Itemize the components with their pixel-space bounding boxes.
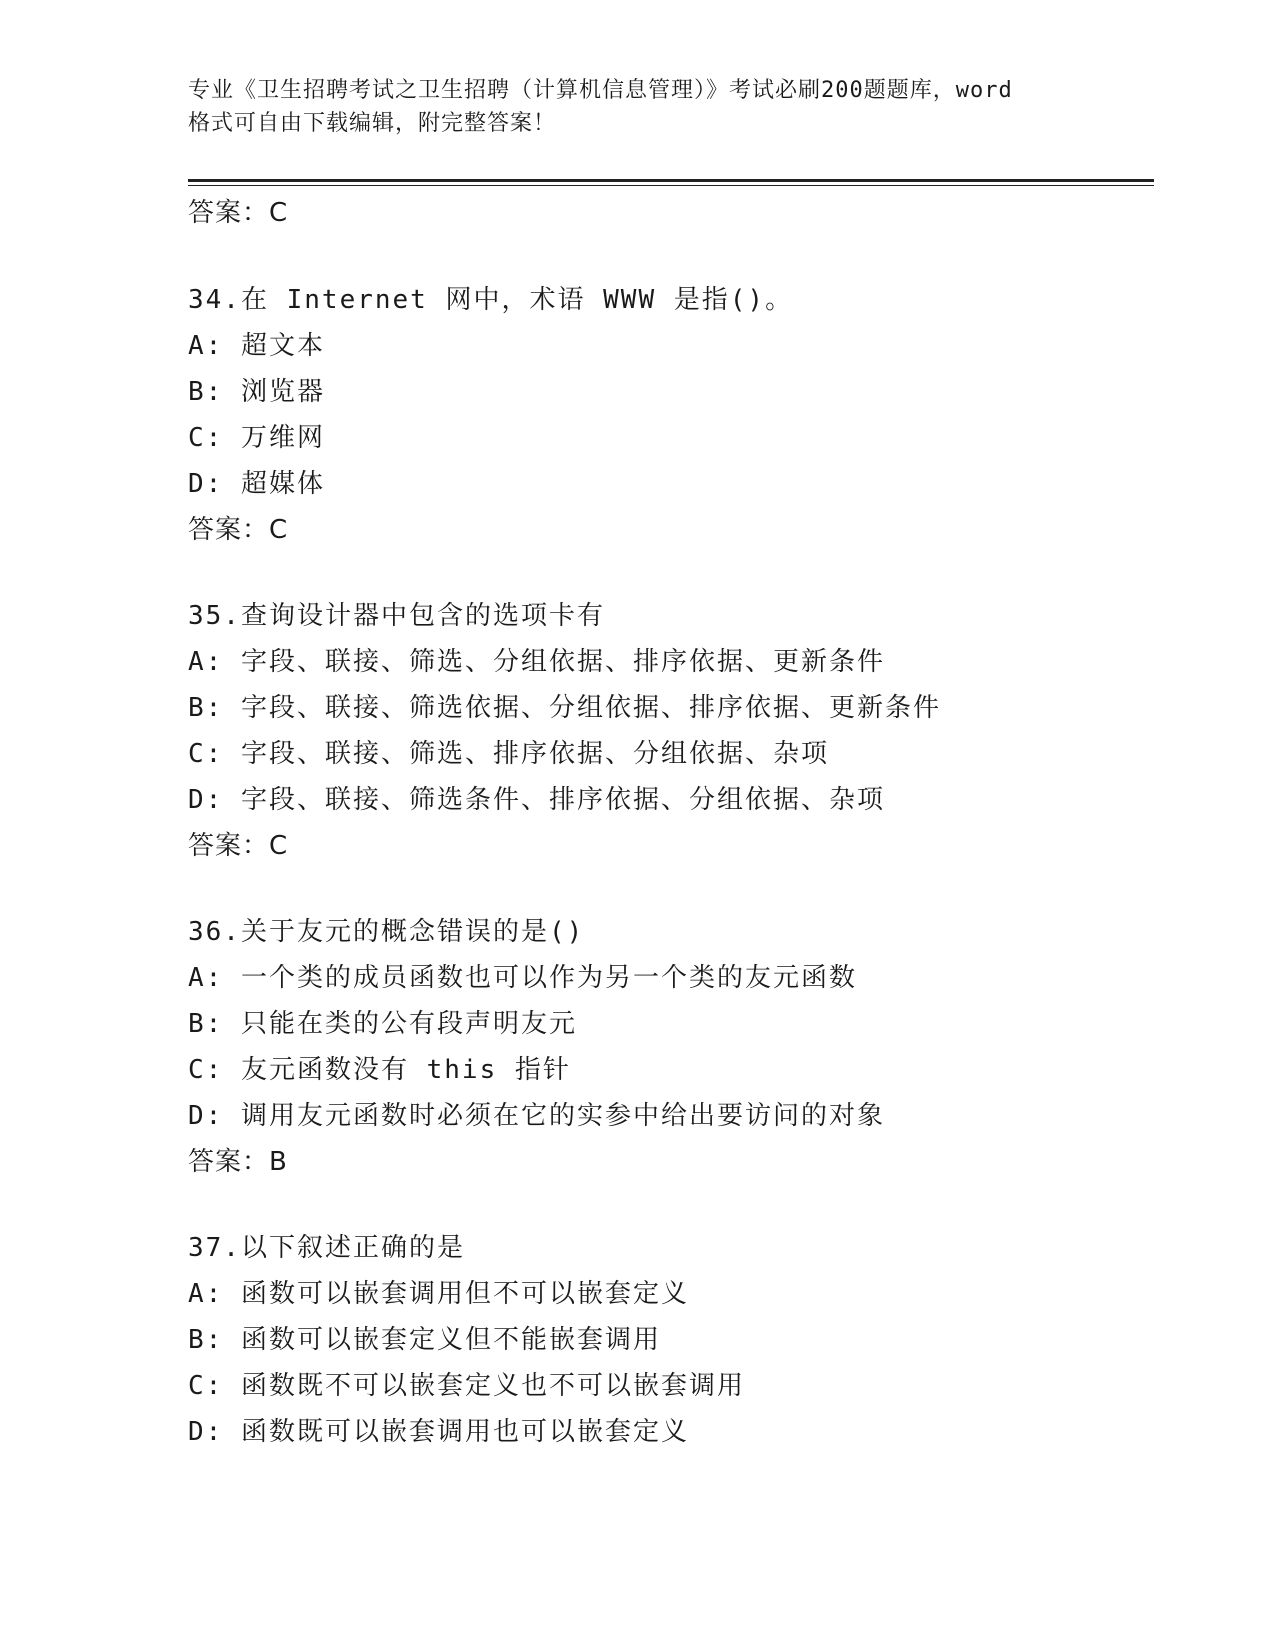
option-a: A: 字段、联接、筛选、分组依据、排序依据、更新条件 [188,647,885,677]
answer-line: 答案：C [188,831,289,861]
option-b: B: 字段、联接、筛选依据、分组依据、排序依据、更新条件 [188,693,941,723]
question-stem: 36.关于友元的概念错误的是() [188,917,585,947]
option-a: A: 函数可以嵌套调用但不可以嵌套定义 [188,1279,689,1309]
option-c: C: 字段、联接、筛选、排序依据、分组依据、杂项 [188,739,829,769]
answer-line: 答案：C [188,515,289,545]
header-rule-thin [188,185,1154,186]
question-block [188,593,1168,869]
option-c: C: 万维网 [188,423,325,453]
question-stem: 37.以下叙述正确的是 [188,1233,465,1263]
option-d: D: 函数既可以嵌套调用也可以嵌套定义 [188,1417,689,1447]
option-b: B: 浏览器 [188,377,325,407]
option-d: D: 调用友元函数时必须在它的实参中给出要访问的对象 [188,1101,885,1131]
option-d: D: 超媒体 [188,469,325,499]
question-list [188,190,1168,1455]
option-a: A: 一个类的成员函数也可以作为另一个类的友元函数 [188,963,857,993]
header-line-2: 格式可自由下载编辑，附完整答案！ [188,111,557,136]
option-d: D: 字段、联接、筛选条件、排序依据、分组依据、杂项 [188,785,885,815]
option-c: C: 函数既不可以嵌套定义也不可以嵌套调用 [188,1371,745,1401]
question-block [188,277,1168,553]
option-b: B: 函数可以嵌套定义但不能嵌套调用 [188,1325,661,1355]
question-stem: 34.在 Internet 网中，术语 WWW 是指()。 [188,285,794,315]
header-rule-thick [188,179,1154,182]
question-stem: 35.查询设计器中包含的选项卡有 [188,601,605,631]
option-c: C: 友元函数没有 this 指针 [188,1055,571,1085]
option-b: B: 只能在类的公有段声明友元 [188,1009,577,1039]
question-block [188,1225,1168,1455]
document-header [188,74,1088,140]
header-line-1: 专业《卫生招聘考试之卫生招聘（计算机信息管理）》考试必刷200题题库，word [188,78,1013,103]
answer-line: 答案：B [188,1147,288,1177]
answer-line: 答案：C [188,198,289,228]
question-block [188,909,1168,1185]
option-a: A: 超文本 [188,331,325,361]
